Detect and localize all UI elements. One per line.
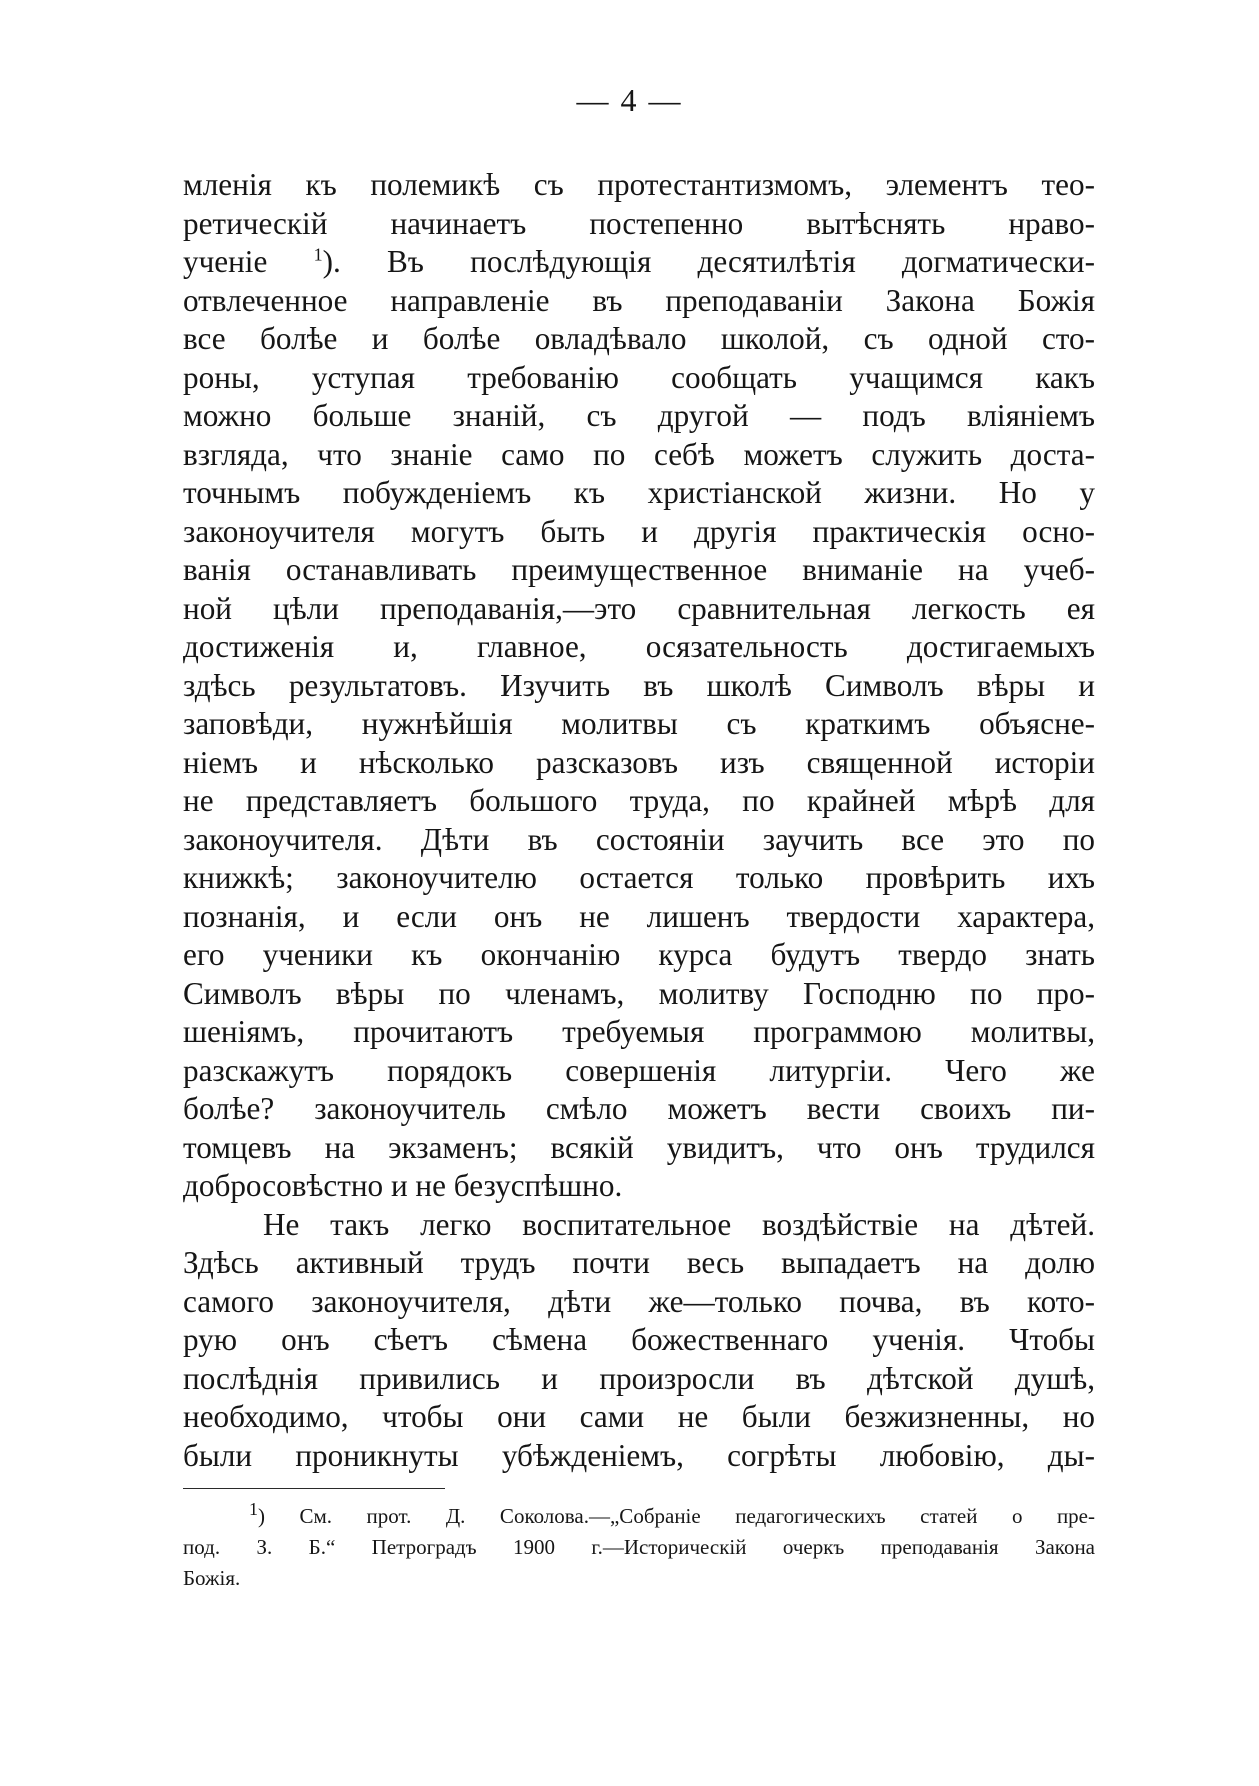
- text-line: законоучителя. Дѣти въ состояніи заучить все это по: [183, 821, 1095, 857]
- text-line: Не такъ легко воспитательное воздѣйствіе на дѣтей.: [263, 1206, 1095, 1242]
- text-line: заповѣди, нужнѣйшія молитвы съ краткимъ объясне-: [183, 706, 1095, 741]
- text-line: книжкѣ; законоучителю остается только провѣрить ихъ: [183, 860, 1095, 895]
- page-number: — 4 —: [576, 82, 683, 118]
- text-line: болѣе? законоучитель смѣло можетъ вести своихъ пи-: [183, 1091, 1095, 1126]
- text-line: не представляетъ большого труда, по крайней мѣрѣ для: [183, 783, 1095, 818]
- text-line: его ученики къ окончанію курса будутъ твердо знать: [183, 937, 1095, 972]
- footnote: [183, 1501, 1095, 1594]
- text-line: добросовѣстно и не безуспѣшно.: [183, 1168, 623, 1203]
- footnote-line: под. З. Б.“ Петроградъ 1900 г.—Историческій очеркъ преподаванія Закона: [183, 1535, 1095, 1559]
- text-line: ніемъ и нѣсколько разсказовъ изъ священной исторіи: [183, 744, 1095, 780]
- text-line: были проникнуты убѣжденіемъ, согрѣты любовію, ды-: [183, 1437, 1095, 1473]
- text-line: точнымъ побужденіемъ къ христіанской жизни. Но у: [183, 475, 1095, 510]
- text-line: ной цѣли преподаванія,—это сравнительная легкость ея: [183, 590, 1095, 626]
- text-line: ретическій начинаетъ постепенно вытѣснять нраво-: [183, 205, 1095, 241]
- text-line: Символъ вѣры по членамъ, молитву Господню по про-: [183, 975, 1095, 1011]
- text-line: здѣсь результатовъ. Изучить въ школѣ Символъ вѣры и: [183, 667, 1095, 703]
- footnote-marker: 1: [249, 1499, 258, 1519]
- footnote-line-text: ) См. прот. Д. Соколова.—„Собраніе педагогическихъ статей о пре-: [258, 1504, 1095, 1528]
- text-line: необходимо, чтобы они сами не были безжизненны, но: [183, 1399, 1095, 1434]
- text-line: познанія, и если онъ не лишенъ твердости характера,: [183, 898, 1095, 934]
- footnote-divider: [183, 1488, 445, 1489]
- text-line: роны, уступая требованію сообщать учащимся какъ: [183, 359, 1095, 395]
- text-line: Здѣсь активный трудъ почти весь выпадаетъ на долю: [183, 1245, 1095, 1280]
- footnote-line: [183, 1501, 1095, 1532]
- text-line: [183, 243, 1095, 282]
- text-line: взгляда, что знаніе само по себѣ можетъ служить доста-: [183, 436, 1095, 472]
- text-line: достиженія и, главное, осязательность достигаемыхъ: [183, 629, 1095, 664]
- text-line: все болѣе и болѣе овладѣвало школой, съ одной сто-: [183, 321, 1095, 356]
- footnote-reference: 1: [313, 244, 323, 265]
- text-line: самого законоучителя, дѣти же—только почва, въ кото-: [183, 1283, 1095, 1319]
- text-line-end: ). Въ послѣдующія десятилѣтія догматически-: [322, 244, 1095, 279]
- text-line: можно больше знаній, съ другой — подъ вліяніемъ: [183, 398, 1095, 433]
- footnote-line: Божія.: [183, 1566, 241, 1590]
- text-line: мленія къ полемикѣ съ протестантизмомъ, элементъ тео-: [183, 167, 1095, 202]
- text-line: рую онъ сѣетъ сѣмена божественнаго ученія. Чтобы: [183, 1322, 1095, 1357]
- text-line: ванія останавливать преимущественное вниманіе на учеб-: [183, 552, 1095, 587]
- text-line: шеніямъ, прочитаютъ требуемыя программою молитвы,: [183, 1014, 1095, 1049]
- text-line: законоучителя могутъ быть и другія практическія осно-: [183, 513, 1095, 549]
- text-line: отвлеченное направленіе въ преподаваніи Закона Божія: [183, 282, 1095, 318]
- text-line-start: ученіе: [183, 244, 314, 279]
- text-line: разскажутъ порядокъ совершенія литургіи. Чего же: [183, 1052, 1095, 1088]
- text-line: томцевъ на экзаменъ; всякій увидитъ, что онъ трудился: [183, 1129, 1095, 1165]
- main-text: [183, 166, 1095, 1475]
- text-line: послѣднія привились и произросли въ дѣтской душѣ,: [183, 1360, 1095, 1396]
